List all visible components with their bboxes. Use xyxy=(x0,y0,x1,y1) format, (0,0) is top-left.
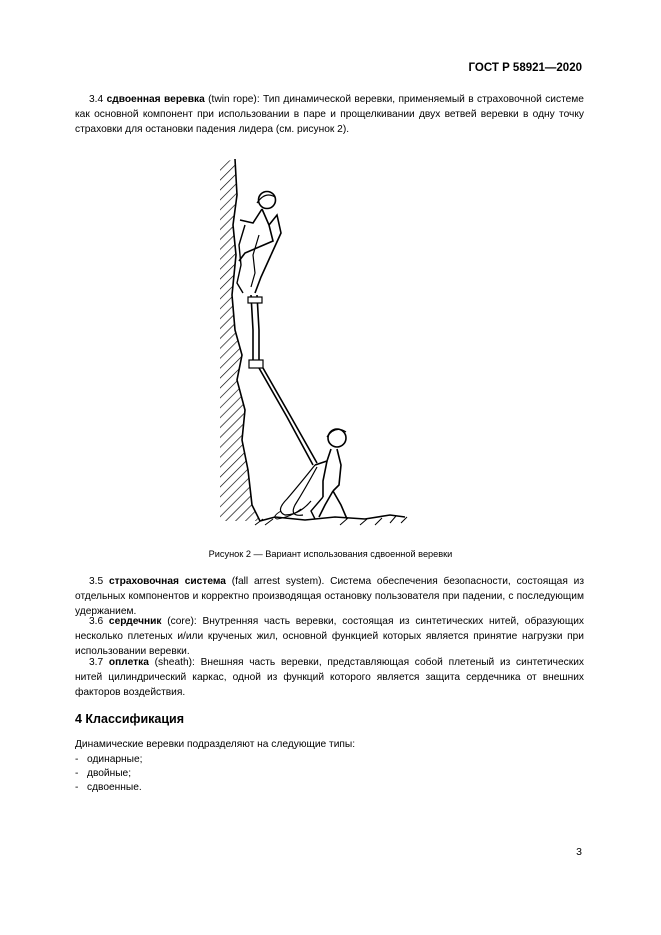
twin-rope-illustration xyxy=(215,155,415,535)
term-number: 3.4 xyxy=(89,94,104,105)
term-english: (core) xyxy=(167,616,194,627)
list-bullet: - xyxy=(75,782,79,793)
term-3-4-paragraph xyxy=(75,92,584,137)
term-definition: : Тип динамической веревки, применяемый в страховочной системе как основной компонент при использовании в паре и прощелкивании двух ветвей веревки в одну точку страховки для остановки падения лидера (см. рисунок 2). xyxy=(75,94,584,135)
term-definition: . Система обеспечения безопасности, состоящая из отдельных компонентов и корректно производящая остановку пользователя при падении, с последующим удержанием. xyxy=(75,576,584,617)
term-number: 3.5 xyxy=(89,576,104,587)
term-definition: : Внешняя часть веревки, представляющая собой плетеный из синтетических нитей цилиндрический каркас, одной из функций которого является защита сердечника от внешних факторов воздействия. xyxy=(75,657,584,698)
term-english: (fall arrest system) xyxy=(231,576,322,587)
page-number: 3 xyxy=(576,846,582,858)
document-code: ГОСТ Р 58921—2020 xyxy=(468,62,582,74)
list-bullet: - xyxy=(75,754,79,765)
term-definition: : Внутренняя часть веревки, состоящая из синтетических нитей, образующих несколько плетеных и/или крученых жил, основной функцией которых является принятие нагрузки при использовании веревки. xyxy=(75,616,584,657)
term-name: страховочная система xyxy=(108,576,226,587)
term-number: 3.7 xyxy=(89,657,104,668)
rope-types-list xyxy=(75,753,142,795)
term-3-7-paragraph xyxy=(75,655,584,700)
term-name: сердечник xyxy=(108,616,162,627)
list-item: - сдвоенные. xyxy=(75,782,142,793)
term-english: (twin rope) xyxy=(208,94,257,105)
list-bullet: - xyxy=(75,768,79,779)
term-name: оплетка xyxy=(108,657,149,668)
list-item: - двойные; xyxy=(75,768,132,779)
section-title: 4 Классификация xyxy=(75,712,185,726)
term-3-6-paragraph xyxy=(75,614,584,659)
term-number: 3.6 xyxy=(89,616,104,627)
term-3-5-paragraph xyxy=(75,574,584,619)
term-english: (sheath) xyxy=(154,657,193,668)
section-intro: Динамические веревки подразделяют на следующие типы: xyxy=(75,739,356,750)
list-item: - одинарные; xyxy=(75,754,143,765)
term-name: сдвоенная веревка xyxy=(106,94,205,105)
figure-caption: Рисунок 2 — Вариант использования сдвоенной веревки xyxy=(208,549,453,559)
